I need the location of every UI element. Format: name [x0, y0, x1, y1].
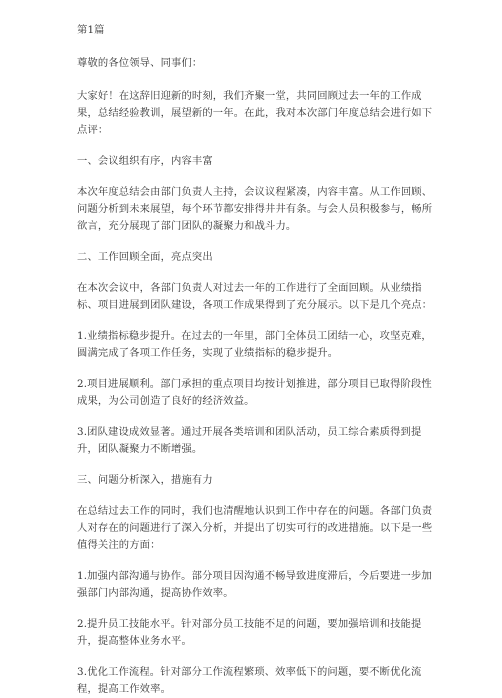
section-2-body: 在本次会议中，各部门负责人对过去一年的工作进行了全面回顾。从业绩指标、项目进展到团队建设，各项工作成果得到了充分展示。以下是几个亮点： [77, 282, 433, 311]
section-3-item-3: 3.优化工作流程。针对部分工作流程繁琐、效率低下的问题，要不断优化流程，提高工作效率。 [77, 666, 422, 695]
section-1-body: 本次年度总结会由部门负责人主持，会议议程紧凑，内容丰富。从工作回顾、问题分析到未来展望，每个环节都安排得井井有条。与会人员积极参与，畅所欲言，充分展现了部门团队的凝聚力和战斗力。 [77, 186, 433, 232]
section-2-item-1: 1.业绩指标稳步提升。在过去的一年里，部门全体员工团结一心，攻坚克难，圆满完成了各项工作任务，实现了业绩指标的稳步提升。 [77, 330, 432, 359]
salutation: 尊敬的各位领导、同事们： [77, 57, 203, 69]
section-2-title: 二、工作回顾全面，亮点突出 [77, 251, 213, 263]
section-2-item-2: 2.项目进展顺利。部门承担的重点项目均按计划推进，部分项目已取得阶段性成果，为公司创造了良好的经济效益。 [77, 378, 432, 407]
section-3-item-2: 2.提升员工技能水平。针对部分员工技能不足的问题，要加强培训和技能提升，提高整体业务水平。 [77, 618, 422, 647]
part-label: 第1篇 [77, 24, 105, 36]
section-2-item-3: 3.团队建设成效显著。通过开展各类培训和团队活动，员工综合素质得到提升，团队凝聚力不断增强。 [77, 426, 422, 455]
section-1-title: 一、会议组织有序，内容丰富 [77, 155, 213, 167]
section-3-item-1: 1.加强内部沟通与协作。部分项目因沟通不畅导致进度滞后，今后要进一步加强部门内部沟通，提高协作效率。 [77, 570, 432, 599]
section-3-title: 三、问题分析深入，措施有力 [77, 474, 213, 486]
intro-paragraph: 大家好！在这辞旧迎新的时刻，我们齐聚一堂，共同回顾过去一年的工作成果，总结经验教训，展望新的一年。在此，我对本次部门年度总结会进行如下点评： [77, 90, 433, 136]
section-3-body: 在总结过去工作的同时，我们也清醒地认识到工作中存在的问题。各部门负责人对存在的问题进行了深入分析，并提出了切实可行的改进措施。以下是一些值得关注的方面： [77, 505, 433, 551]
